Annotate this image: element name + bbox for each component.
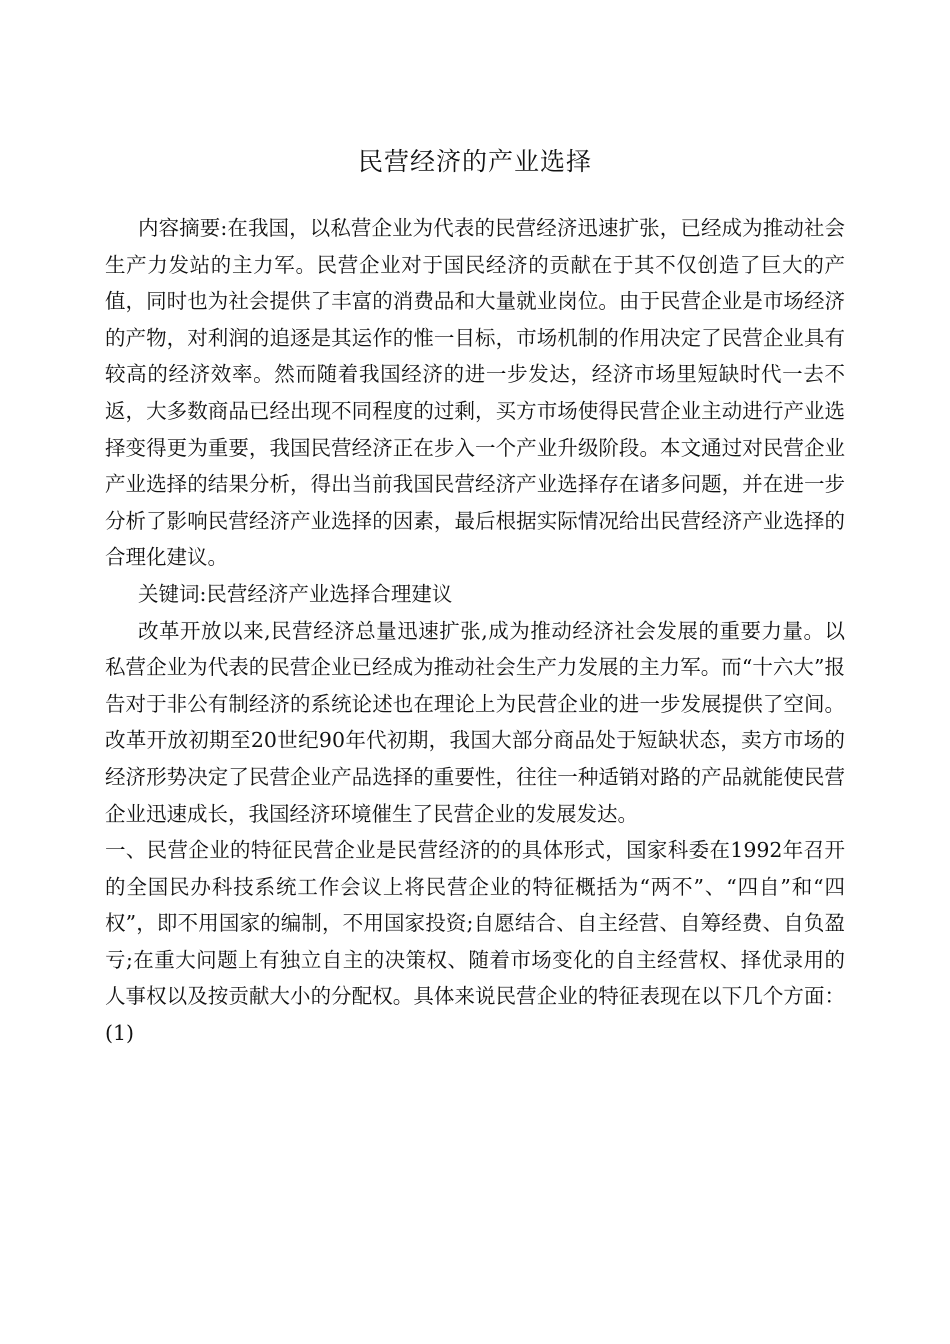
document-body bbox=[105, 210, 845, 1052]
intro-paragraph: 改革开放以来,民营经济总量迅速扩张,成为推动经济社会发展的重要力量。以私营企业为代表的民营企业已经成为推动社会生产力发展的主力军。而“十六大”报告对于非公有制经济的系统论述也在理论上为民营企业的进一步发展提供了空间。改革开放初期至20世纪90年代初期，我国大部分商品处于短缺状态，卖方市场的经济形势决定了民营企业产品选择的重要性，往往一种适销对路的产品就能使民营企业迅速成长，我国经济环境催生了民营企业的发展发达。 bbox=[105, 618, 845, 826]
document-title: 民营经济的产业选择 bbox=[357, 147, 592, 176]
keywords-paragraph: 关键词:民营经济产业选择合理建议 bbox=[138, 581, 453, 606]
abstract-paragraph: 内容摘要:在我国，以私营企业为代表的民营经济迅速扩张，已经成为推动社会生产力发站的主力军。民营企业对于国民经济的贡献在于其不仅创造了巨大的产值，同时也为社会提供了丰富的消费品和大量就业岗位。由于民营企业是市场经济的产物，对利润的追逐是其运作的惟一目标，市场机制的作用决定了民营企业具有较高的经济效率。然而随着我国经济的进一步发达，经济市场里短缺时代一去不返，大多数商品已经出现不同程度的过剩，买方市场使得民营企业主动进行产业选择变得更为重要，我国民营经济正在步入一个产业升级阶段。本文通过对民营企业产业选择的结果分析，得出当前我国民营经济产业选择存在诸多问题，并在进一步分析了影响民营经济产业选择的因素，最后根据实际情况给出民营经济产业选择的合理化建议。 bbox=[105, 216, 845, 570]
section-one-paragraph: 一、民营企业的特征民营企业是民营经济的的具体形式，国家科委在1992年召开的全国民办科技系统工作会议上将民营企业的特征概括为“两不”、“四自”和“四权”，即不用国家的编制，不用国家投资;自愿结合、自主经营、自筹经费、自负盈亏;在重大问题上有独立自主的决策权、随着市场变化的自主经营权、择优录用的人事权以及按贡献大小的分配权。具体来说民营企业的特征表现在以下几个方面：(1) bbox=[105, 838, 845, 1046]
